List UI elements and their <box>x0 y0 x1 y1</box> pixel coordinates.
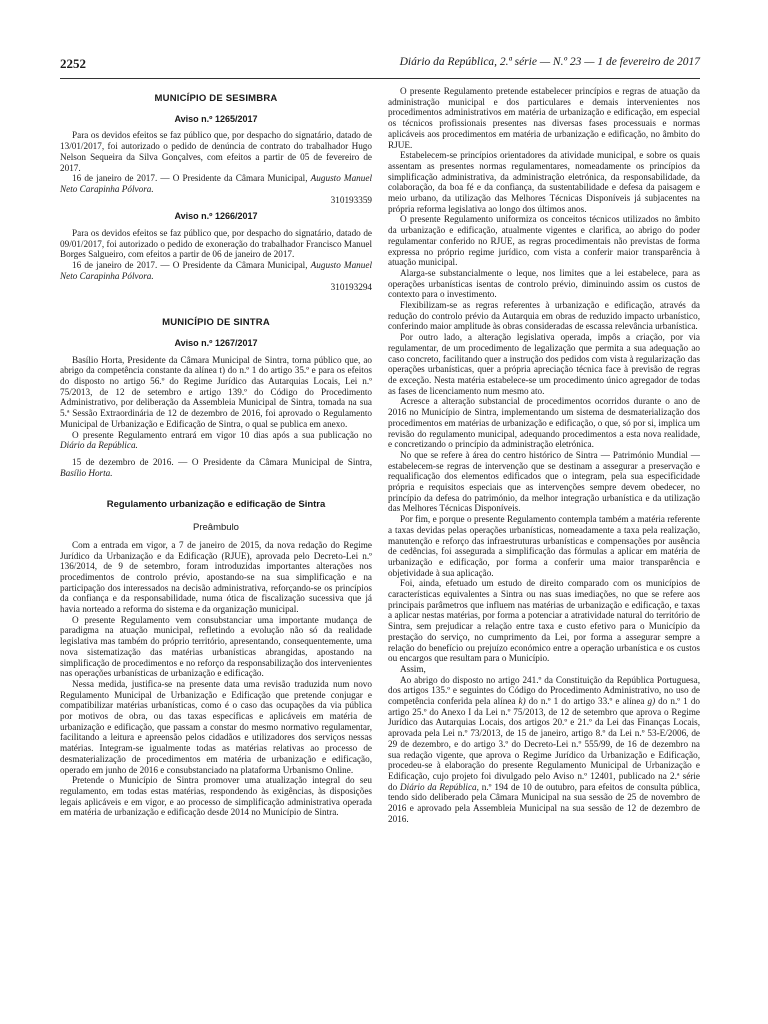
left-column <box>60 86 372 825</box>
preamble-paragraph: Estabelecem-se princípios orientadores da atividade municipal, e sobre os quais assentam as presentes normas regulamentares, nomeadamente os princípios da simplificação administrativa, da administração eletrónica, da responsabilidade, da colaboração, da boa fé e da confiança, da sustentabilidade e defesa da paisagem e meio urbano, da utilização das Melhores Técnicas Disponíveis já subjacentes na própria reforma legislativa ao longo dos últimos anos. <box>388 150 700 214</box>
journal-name-italic: Diário da República. <box>60 440 138 451</box>
running-header <box>60 56 700 72</box>
preamble-paragraph: Assim, <box>400 663 426 674</box>
regulation-title: Regulamento urbanização e edificação de Sintra <box>106 499 326 511</box>
legal-basis-paragraph <box>388 675 700 825</box>
aviso-1266-signature <box>60 260 372 281</box>
preamble-paragraph: No que se refere à área do centro histórico de Sintra — Património Mundial — estabelecem-se regras de intervenção que se destinam a assegurar a preservação e requalificação dos elementos edificados que o integram, pela sua especificidade própria e requisitos especiais que as intervenções sempre devem obedecer, no princípio da defesa do património, da melhor integração urbanística e da utilização das Melhores Técnicas Disponíveis. <box>388 449 700 514</box>
signature-name: Augusto Manuel Neto Carapinha Pólvora. <box>60 260 372 281</box>
municipality-heading-sesimbra: MUNICÍPIO DE SESIMBRA <box>154 93 278 104</box>
preamble-paragraph: O presente Regulamento pretende estabelecer princípios e regras de atuação da administração municipal e dos particulares e demais intervenientes nos procedimentos administrativos em matéria de urbanização e edificação, em especial os técnicos profissionais presentes nas diversas fases processuais e normas aplicáveis aos procedimentos em matéria de urbanização e edificação, no âmbito do RJUE. <box>388 86 700 150</box>
aviso-1266-reference: 310193294 <box>330 281 372 292</box>
signature-date: 15 de dezembro de 2016. — O Presidente da Câmara Municipal de Sintra, <box>72 456 372 467</box>
journal-name-italic: Diário da República, <box>400 781 479 792</box>
aviso-heading-1267: Aviso n.º 1267/2017 <box>174 337 258 348</box>
legal-basis-italic: g) <box>647 696 656 707</box>
header-rule <box>60 78 700 79</box>
aviso-heading-1265: Aviso n.º 1265/2017 <box>174 113 258 124</box>
legal-basis-text: Ao abrigo do disposto no artigo 241.º da Constituição da República Portuguesa, dos artigos 135.º e seguintes do Código do Procedimento Administrativo, no uso de competência conferida pela alínea <box>388 674 700 707</box>
aviso-1265-signature <box>60 173 372 194</box>
preamble-paragraph: O presente Regulamento uniformiza os conceitos técnicos utilizados no âmbito da urbanização e edificação, atualmente vigentes e clarifica, ao abrigo do poder regulamentar conferido no RJUE, as regras procedimentais não previstas de forma expressa no próprio regime jurídico, com vista a conferir maior transparência à atuação municipal. <box>388 214 700 268</box>
signature-date: 16 de janeiro de 2017. — O Presidente da Câmara Municipal, <box>72 260 311 271</box>
preamble-paragraph: Por outro lado, a alteração legislativa operada, impôs a criação, por via regulamentar, de um procedimento de legalização que permita a sua adequação ao caso concreto, facilitando quer a instrução dos pedidos com vista à regularização das operações urbanísticas, quer a própria apreciação técnica face à previsão de regras de exceção. Nesta matéria estabelece-se um procedimento único agregador de todas as fases de licenciamento num mesmo ato. <box>388 332 700 396</box>
aviso-1265-body: Para os devidos efeitos se faz público que, por despacho do signatário, datado de 13/01/2017, foi autorizado o pedido de denúncia de contrato do trabalhador Hugo Nelson Sequeira da Silva Gonçalves, com efeitos a partir de 05 de fevereiro de 2017. <box>60 130 372 173</box>
preamble-paragraph: Foi, ainda, efetuado um estudo de direito comparado com os municípios de características equivalentes a Sintra ou nas suas imediações, no que se refere aos principais parâmetros que influem nas matérias de urbanização e edificação, e taxas a aplicar nestas matérias, por forma a potenciar a atratividade natural do território de Sintra, sem prejudicar a relação entre taxa e custo efetivo para o Município da prestação do serviço, no cumprimento da Lei, por forma a assegurar sempre a relação do benefício ou prejuízo económico entre a operação urbanística e os custos ou encargos que resultam para o Município. <box>388 578 700 664</box>
preamble-paragraph: Nessa medida, justifica-se na presente data uma revisão traduzida num novo Regulamento Municipal de Urbanização e Edificação que pretende conjugar e compatibilizar matérias urbanísticas, como é o caso das ocupações da via pública por motivos de obra, ou das taxas específicas e aplicáveis em matéria de urbanização e edificação, que passam a constar do mesmo normativo regulamentar, facilitando a leitura e apreensão pelos cidadãos e utilizadores dos serviços nessas matérias. Integram-se igualmente todas as matérias relativas ao processo de desmaterialização de procedimentos em matéria de urbanização e edificação, operado em junho de 2016 e consubstanciado na plataforma Urbanismo Online. <box>60 678 372 775</box>
signature-date: 16 de janeiro de 2017. — O Presidente da Câmara Municipal, <box>72 173 311 184</box>
journal-title: Diário da República, 2.ª série — N.º 23 — 1 de fevereiro de 2017 <box>399 56 700 68</box>
two-column-body <box>60 86 700 825</box>
spacer <box>60 292 372 310</box>
legal-basis-text: do n.º 1 do artigo 25.º do Anexo I da Lei n.º 75/2013, de 12 de setembro que aprova o Regime Jurídico das Autarquias Locais, dos artigos 20.º e 21.º da Lei das Finanças Locais, aprovada pela Lei n.º 73/2013, de 15 de janeiro, artigo 8.º da Lei n.º 53-E/2006, de 29 de dezembro, e do artigo 3.º do Decreto-Lei n.º 555/99, de 16 de dezembro na sua redação vigente, que aprova o Regime Jurídico da Urbanização e Edificação, procedeu-se à elaboração do presente Regulamento Municipal de Urbanização e Edificação, cujo projeto foi divulgado pelo Aviso n.º 12401, publicado na 2.ª série do <box>388 696 701 792</box>
aviso-heading-1266: Aviso n.º 1266/2017 <box>174 211 258 222</box>
legal-basis-text: do n.º 1 do artigo 33.º e alínea <box>525 696 648 707</box>
preamble-paragraph: Pretende o Município de Sintra promover uma atualização integral do seu regulamento, em todas estas matérias, respondendo às exigências, às disposições legais aplicáveis e em vigor, e ao processo de simplificação administrativa operada em matéria de urbanização e edificação desde 2014 no Município de Sintra. <box>60 775 372 818</box>
legal-basis-text: n.º 194 de 10 de outubro, para efeitos de consulta pública, tendo sido deliberado pela Câmara Municipal na sua sessão de 25 de novembro de 2016 e aprovado pela Assembleia Municipal na sua sessão de 12 de dezembro de 2016. <box>388 781 701 824</box>
aviso-1267-body: Basílio Horta, Presidente da Câmara Municipal de Sintra, torna público que, ao abrigo da competência constante da alínea t) do n.º 1 do artigo 35.º e para os efeitos do disposto no artigo 56.º do Regime Jurídico das Autarquias Locais, Lei n.º 75/2013, de 12 de setembro e artigo 139.º do Código do Procedimento Administrativo, por deliberação da Assembleia Municipal de Sintra, tomada na sua 5.ª Sessão Extraordinária de 12 de dezembro de 2016, foi aprovado o Regulamento Municipal de Urbanização e Edificação de Sintra, o qual se publica em anexo. <box>60 354 372 429</box>
preamble-paragraph: Flexibilizam-se as regras referentes à urbanização e edificação, através da redução do controlo prévio da Autarquia em obras de reduzido impacto urbanístico, conferindo maior amplitude às obras consideradas de escassa relevância urbanística. <box>388 300 700 332</box>
preamble-heading: Preâmbulo <box>193 522 239 534</box>
preamble-paragraph: Com a entrada em vigor, a 7 de janeiro de 2015, da nova redação do Regime Jurídico da Urbanização e da Edificação (RJUE), aprovada pelo Decreto-Lei n.º 136/2014, de 9 de setembro, foram introduzidas importantes alterações nos procedimentos de controlo prévio, apostando-se na sua simplificação e na participação dos interessados na decisão administrativa, reforçando-se os princípios da confiança e da responsabilidade, numa ótica de fiscalização sucessiva que já havia norteado a reforma do sistema e da organização municipal. <box>60 539 372 615</box>
aviso-1265-reference: 310193359 <box>330 194 372 205</box>
preamble-paragraph: Alarga-se substancialmente o leque, nos limites que a lei estabelece, para as operações urbanísticas isentas de controlo prévio, diminuindo assim os custos de contexto para o investimento. <box>388 267 700 300</box>
preamble-paragraph: Por fim, e porque o presente Regulamento contempla também a matéria referente a taxas devidas pelas operações urbanísticas, nomeadamente a taxa pela realização, manutenção e reforço das infraestruturas urbanísticas e compensações por ausência de cedências, foi assegurada a simplificação das fórmulas a aplicar em matéria de urbanização e edificação, por forma a conferir uma maior transparência e objetividade à sua aplicação. <box>388 514 700 578</box>
aviso-1267-entry-into-force <box>60 430 372 451</box>
right-column <box>388 86 700 825</box>
page-number: 2252 <box>60 56 86 71</box>
aviso-1267-signature <box>60 457 372 478</box>
preamble-paragraph: O presente Regulamento vem consubstanciar uma importante mudança de paradigma na atuação municipal, refletindo a evolução não só da realidade legislativa mas também do próprio território, apresentando, consequentemente, uma nova sistematização das matérias urbanísticas abrangidas, apostando na simplificação de procedimentos e no reforço da responsabilização dos intervenientes nas operações urbanísticas de urbanização e edificação. <box>60 614 372 679</box>
preamble-paragraph: Acresce a alteração substancial de procedimentos ocorridos durante o ano de 2016 no Município de Sintra, implementando um sistema de desmaterialização dos procedimentos em matérias de urbanização e edificação, o que, só por si, implica um revisão do regulamento municipal, adequando procedimentos a esta nova realidade, e concretizando o princípio da administração eletrónica. <box>388 396 700 450</box>
aviso-1266-body: Para os devidos efeitos se faz público que, por despacho do signatário, datado de 09/01/2017, foi autorizado o pedido de exoneração do trabalhador Francisco Manuel Borges Salgueiro, com efeitos a partir de 06 de janeiro de 2017. <box>60 228 372 260</box>
entry-into-force-text: O presente Regulamento entrará em vigor 10 dias após a sua publicação no <box>72 429 372 440</box>
signature-name: Augusto Manuel Neto Carapinha Pólvora. <box>60 173 372 194</box>
municipality-heading-sintra: MUNICÍPIO DE SINTRA <box>162 317 270 329</box>
signature-name: Basílio Horta. <box>60 467 113 478</box>
legal-basis-italic: k) <box>518 696 526 707</box>
